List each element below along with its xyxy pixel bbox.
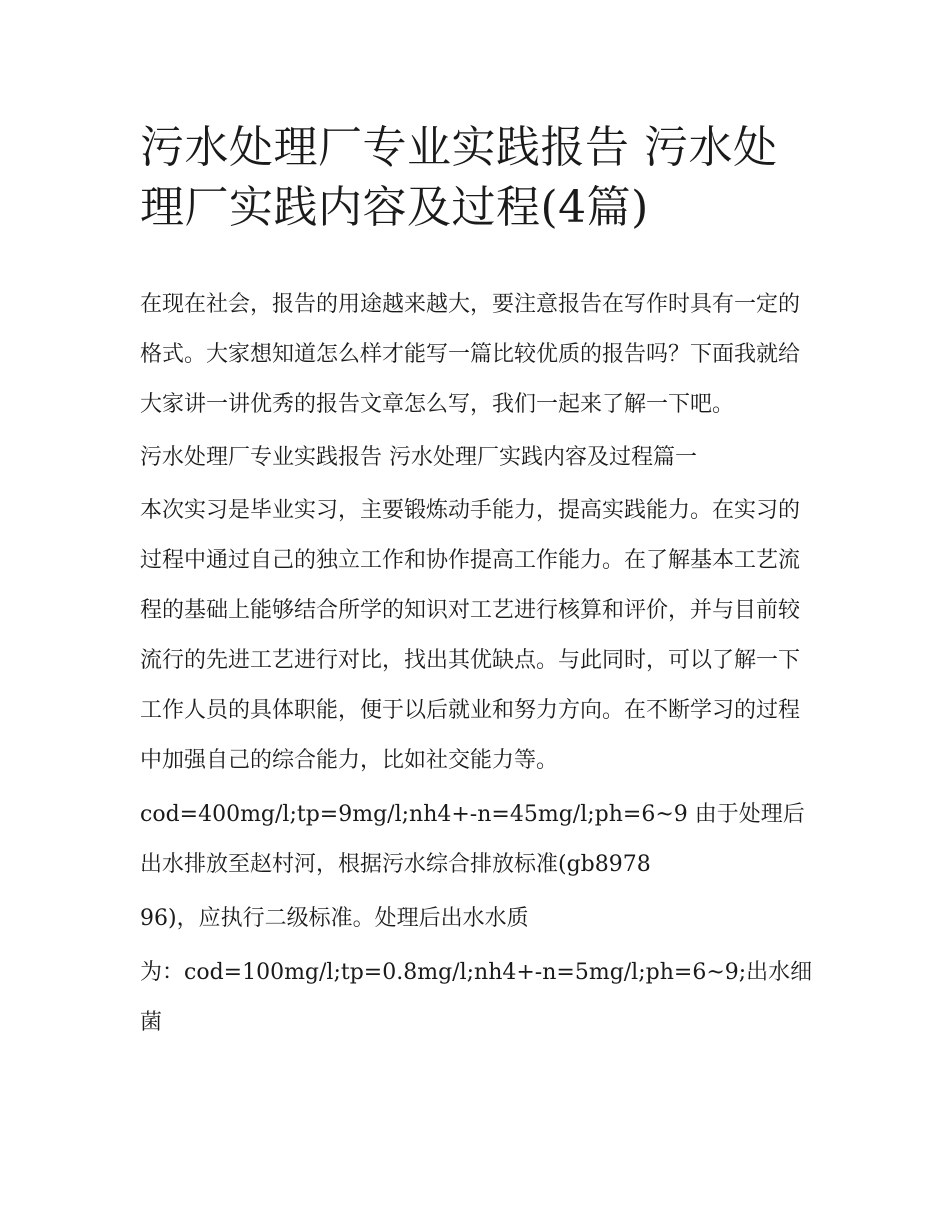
body-paragraph-1: 本次实习是毕业实习，主要锻炼动手能力，提高实践能力。在实习的过程中通过自己的独立工作和协作提高工作能力。在了解基本工艺流程的基础上能够结合所学的知识对工艺进行核算和评价，并与目前较流行的先进工艺进行对比，找出其优缺点。与此同时，可以了解一下工作人员的具体职能，便于以后就业和努力方向。在不断学习的过程中加强自己的综合能力，比如社交能力等。 bbox=[140, 498, 801, 773]
document-title: 污水处理厂专业实践报告 污水处理厂实践内容及过程(4篇) bbox=[140, 122, 778, 233]
document-body bbox=[140, 280, 820, 1052]
section-heading: 污水处理厂专业实践报告 污水处理厂实践内容及过程篇一 bbox=[140, 445, 697, 470]
body-paragraph-2-line-1: cod=400mg/l;tp=9mg/l;nh4+-n=45mg/l;ph=6~9 由于处理后出水排放至赵村河，根据污水综合排放标准(gb8978 bbox=[140, 802, 805, 877]
body-paragraph-2-line-2: 96)，应执行二级标准。处理后出水水质 bbox=[140, 906, 529, 931]
body-paragraph-3: 为：cod=100mg/l;tp=0.8mg/l;nh4+-n=5mg/l;ph=6~9;出水细菌 bbox=[140, 960, 813, 1035]
intro-paragraph: 在现在社会，报告的用途越来越大，要注意报告在写作时具有一定的格式。大家想知道怎么样才能写一篇比较优质的报告吗？下面我就给大家讲一讲优秀的报告文章怎么写，我们一起来了解一下吧。 bbox=[140, 292, 801, 417]
